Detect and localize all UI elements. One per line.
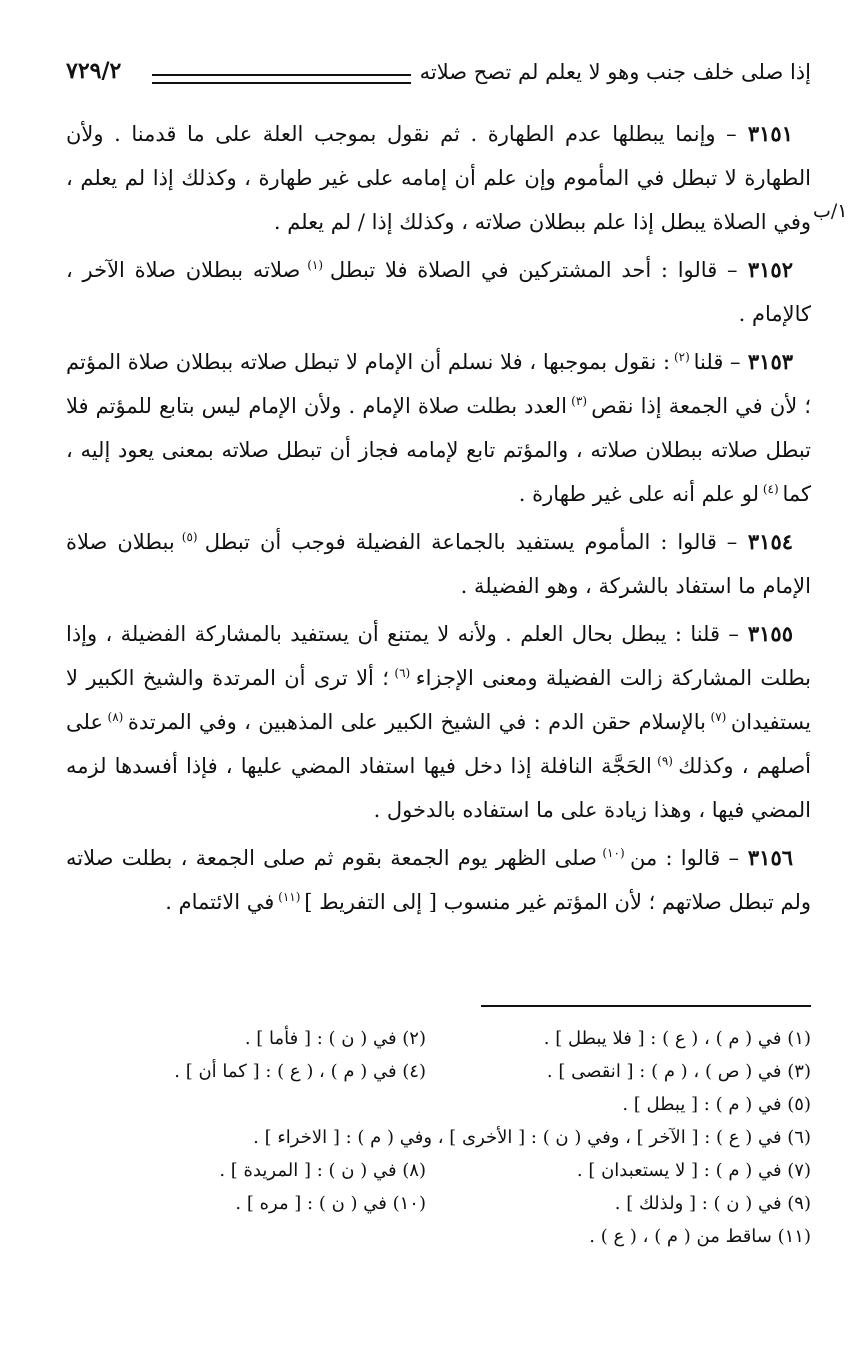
footnote: (٣) في ( ص ) ، ( م ) : [ انقصى ] .: [546, 1061, 811, 1082]
footnote-reference[interactable]: (٧): [706, 710, 731, 724]
footnote-reference[interactable]: (٦): [388, 666, 416, 680]
header-double-rule: [152, 74, 411, 84]
paragraph-text: صلاته ببطلان صلاة الآخر ، كالإمام .: [66, 258, 811, 326]
page-number: ٧٢٩/٢: [66, 58, 122, 84]
footnote: (٢) في ( ن ) : [ فأما ] .: [244, 1028, 426, 1049]
footnote-reference[interactable]: (٨): [103, 710, 128, 724]
footnote: (٦) في ( ع ) : [ الآخر ] ، وفي ( ن ) : [ الأخرى ] ، وفي ( م ) : [ الاخراء ] .: [253, 1127, 811, 1148]
footnote-row: [66, 1022, 811, 1055]
footnote-row: [66, 1154, 811, 1187]
paragraph-٣١٥٢: [66, 248, 811, 336]
footnote-row: [66, 1121, 811, 1154]
footnote: (١١) ساقط من ( م ) ، ( ع ) .: [589, 1226, 811, 1247]
footnote: (٩) في ( ن ) : [ ولذلك ] .: [614, 1193, 811, 1214]
footnote-separator: [481, 1005, 811, 1007]
footnote: (٨) في ( ن ) : [ المريدة ] .: [219, 1160, 426, 1181]
footnote-reference[interactable]: (٣): [566, 394, 592, 408]
paragraph-text: على أصلهم ، وكذلك: [66, 710, 811, 778]
paragraph-text: – وإنما يبطلها عدم الطهارة . ثم نقول بموجب العلة على ما قدمنا . ولأن الطهارة لا تبطل في المأموم وإن علم أن إمامه على غير طهارة ، وكذلك إذا لم يعلم ، وفي الصلاة يبطل إذا علم ببطلان صلاته ، وكذلك إذا / لم يعلم .: [66, 122, 811, 234]
paragraph-text: صلى الظهر يوم الجمعة بقوم ثم صلى الجمعة ، بطلت صلاته ولم تبطل صلاتهم ؛ لأن المؤتم غير منسوب [ إلى التفريط ]: [66, 846, 811, 914]
paragraph-text: العدد بطلت صلاة الإمام . ولأن الإمام ليس بتابع للمؤتم فلا تبطل صلاته ببطلان صلاته ، والمؤتم تابع لإمامه فجاز أن تبطل صلاته بمعنى يعود إليه ، كما: [66, 394, 811, 506]
paragraph-text: – قالوا : المأموم يستفيد بالجماعة الفضيلة فوجب أن تبطل: [204, 530, 738, 554]
footnote-reference[interactable]: (١): [300, 258, 330, 272]
footnote-reference[interactable]: (٥): [174, 530, 205, 544]
paragraph-٣١٥٥: [66, 612, 811, 832]
paragraph-text: ببطلان صلاة الإمام ما استفاد بالشركة ، وهو الفضيلة .: [66, 530, 811, 598]
paragraph-٣١٥١: [66, 112, 811, 244]
footnote: (١) في ( م ) ، ( ع ) : [ فلا يبطل ] .: [543, 1028, 811, 1049]
footnote: (١٠) في ( ن ) : [ مره ] .: [235, 1193, 426, 1214]
paragraph-text: في الائتمام .: [165, 890, 275, 914]
footnote-row: [66, 1055, 811, 1088]
paragraph-number: ٣١٥٤: [737, 529, 794, 554]
footnote-reference[interactable]: (١١): [274, 890, 305, 904]
paragraph-text: : نقول بموجبها ، فلا نسلم أن الإمام لا تبطل صلاته ببطلان صلاة المؤتم ؛ لأن في الجمعة إذا نقص: [66, 350, 812, 418]
paragraph-٣١٥٤: [66, 520, 811, 608]
margin-folio-note: ١/ب: [813, 200, 848, 222]
paragraph-٣١٥٦: [66, 836, 811, 924]
main-text: [66, 112, 811, 928]
paragraph-number: ٣١٥٣: [740, 349, 794, 374]
footnotes: [66, 1022, 811, 1253]
paragraph-text: بالإسلام حقن الدم : في الشيخ الكبير على المذهبين ، وفي المرتدة: [127, 710, 707, 734]
paragraph-text: لو علم أنه على غير طهارة .: [518, 482, 759, 506]
paragraph-text: – قلنا: [693, 350, 741, 374]
footnote: (٧) في ( م ) : [ لا يستعبدان ] .: [576, 1160, 811, 1181]
footnote: (٤) في ( م ) ، ( ع ) : [ كما أن ] .: [174, 1061, 426, 1082]
paragraph-text: ؛ ألا ترى أن المرتدة والشيخ الكبير لا يستفيدان: [66, 666, 811, 734]
paragraph-number: ٣١٥٢: [737, 257, 793, 282]
footnote-reference[interactable]: (٢): [670, 350, 694, 364]
paragraph-number: ٣١٥١: [736, 121, 793, 146]
paragraph-text: الحَجَّة النافلة إذا دخل فيها استفاد المضي عليها ، فإذا أفسدها لزمه المضي فيها ، وهذا زيادة على ما استفاده بالدخول .: [66, 754, 811, 822]
footnote: (٥) في ( م ) : [ يبطل ] .: [622, 1094, 811, 1115]
header-title: إذا صلى خلف جنب وهو لا يعلم لم تصح صلاته: [419, 60, 811, 84]
footnote-reference[interactable]: (١٠): [596, 846, 630, 860]
paragraph-٣١٥٣: [66, 340, 811, 516]
paragraph-number: ٣١٥٥: [738, 621, 793, 646]
paragraph-number: ٣١٥٦: [739, 845, 794, 870]
paragraph-text: – قالوا : أحد المشتركين في الصلاة فلا تبطل: [329, 258, 738, 282]
running-header: [66, 60, 811, 92]
footnote-row: [66, 1088, 811, 1121]
paragraph-text: – قلنا : يبطل بحال العلم . ولأنه لا يمتنع أن يستفيد بالمشاركة الفضيلة ، وإذا بطلت المشاركة زالت الفضيلة ومعنى الإجزاء: [66, 622, 812, 690]
footnote-reference[interactable]: (٤): [759, 482, 783, 496]
footnote-row: [66, 1187, 811, 1220]
footnote-reference[interactable]: (٩): [651, 754, 679, 768]
paragraph-text: – قالوا : من: [630, 846, 740, 870]
footnote-row: [66, 1220, 811, 1253]
